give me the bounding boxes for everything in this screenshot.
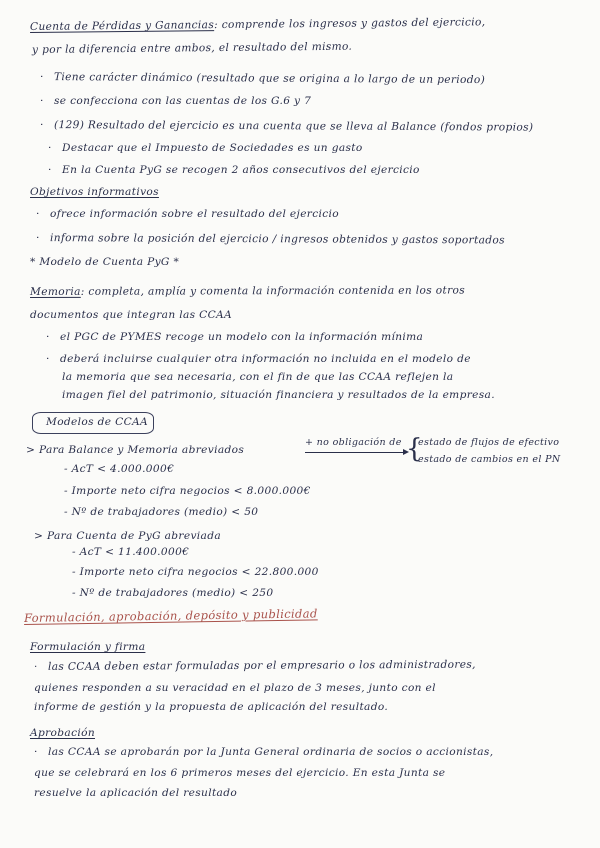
pyg-limit: - Importe neto cifra negocios < 22.800.000 xyxy=(72,566,319,578)
memoria-bullet-cont: imagen fiel del patrimonio, situación financiera y resultados de la empresa. xyxy=(62,389,495,401)
pyg-heading: Cuenta de Pérdidas y Ganancias xyxy=(29,19,215,33)
aprobacion-line: resuelve la aplicación del resultado xyxy=(34,787,238,799)
pyg-definition-line-1 xyxy=(30,15,486,34)
objetivos-bullet: · ofrece información sobre el resultado del ejercicio xyxy=(36,208,339,220)
formulacion-section-heading: Formulación, aprobación, depósito y publicidad xyxy=(23,606,318,625)
memoria-line-1: Memoria: completa, amplía y comenta la información contenida en los otros xyxy=(29,284,466,298)
pyg-abreviada-label: > Para Cuenta de PyG abreviada xyxy=(34,530,221,542)
objetivos-bullet: · informa sobre la posición del ejercicio / ingresos obtenidos y gastos soportados xyxy=(35,232,505,247)
balance-limit: - Nº de trabajadores (medio) < 50 xyxy=(64,506,259,518)
formulacion-line: · las CCAA deben estar formuladas por el empresario o los administradores, xyxy=(33,658,476,673)
formulacion-heading: Formulación y firma xyxy=(30,641,146,653)
memoria-bullet: · deberá incluirse cualquier otra información no incluida en el modelo de xyxy=(46,353,471,365)
memoria-bullet: · el PGC de PYMES recoge un modelo con la información mínima xyxy=(46,331,424,343)
intro-bullet: · Tiene carácter dinámico (resultado que se origina a lo largo de un periodo) xyxy=(39,71,486,87)
modelo-pyg-note: * Modelo de Cuenta PyG * xyxy=(30,256,180,268)
balance-label: > Para Balance y Memoria abreviados xyxy=(26,444,245,456)
objetivos-heading: Objetivos informativos xyxy=(30,186,159,198)
formulacion-line: informe de gestión y la propuesta de aplicación del resultado. xyxy=(34,701,389,713)
pyg-definition-text: : comprende los ingresos y gastos del ejercicio, xyxy=(214,16,486,32)
balance-limit: - AcT < 4.000.000€ xyxy=(64,463,175,475)
pyg-limit: - Nº de trabajadores (medio) < 250 xyxy=(72,587,274,599)
no-obligacion-note: + no obligación de xyxy=(305,437,402,448)
memoria-bullet-cont: la memoria que sea necesaria, con el fin de que las CCAA reflejen la xyxy=(62,371,454,383)
modelos-heading: Modelos de CCAA xyxy=(46,416,149,428)
intro-bullet: · En la Cuenta PyG se recogen 2 años consecutivos del ejercicio xyxy=(48,164,420,176)
brace-icon: { xyxy=(406,434,423,464)
intro-bullet: · (129) Resultado del ejercicio es una cuenta que se lleva al Balance (fondos propios) xyxy=(39,119,534,134)
formulacion-line: quienes responden a su veracidad en el plazo de 3 meses, junto con el xyxy=(34,682,436,694)
aprobacion-line: · las CCAA se aprobarán por la Junta General ordinaria de socios o accionistas, xyxy=(34,746,494,758)
aprobacion-line: que se celebrará en los 6 primeros meses del ejercicio. En esta Junta se xyxy=(34,767,446,779)
pyg-limit: - AcT < 11.400.000€ xyxy=(72,546,190,558)
aprobacion-heading: Aprobación xyxy=(30,727,95,739)
memoria-heading: Memoria xyxy=(29,285,81,298)
pyg-definition-line-2: y por la diferencia entre ambos, el resultado del mismo. xyxy=(31,40,353,56)
intro-bullet: · se confecciona con las cuentas de los G.6 y 7 xyxy=(40,95,312,107)
intro-bullet: · Destacar que el Impuesto de Sociedades es un gasto xyxy=(48,142,363,154)
braced-item: estado de flujos de efectivo xyxy=(418,437,560,448)
balance-limit: - Importe neto cifra negocios < 8.000.000€ xyxy=(64,485,311,497)
braced-item: estado de cambios en el PN xyxy=(418,454,561,465)
memoria-line-2: documentos que integran las CCAA xyxy=(30,309,233,321)
arrow-line xyxy=(305,452,405,453)
